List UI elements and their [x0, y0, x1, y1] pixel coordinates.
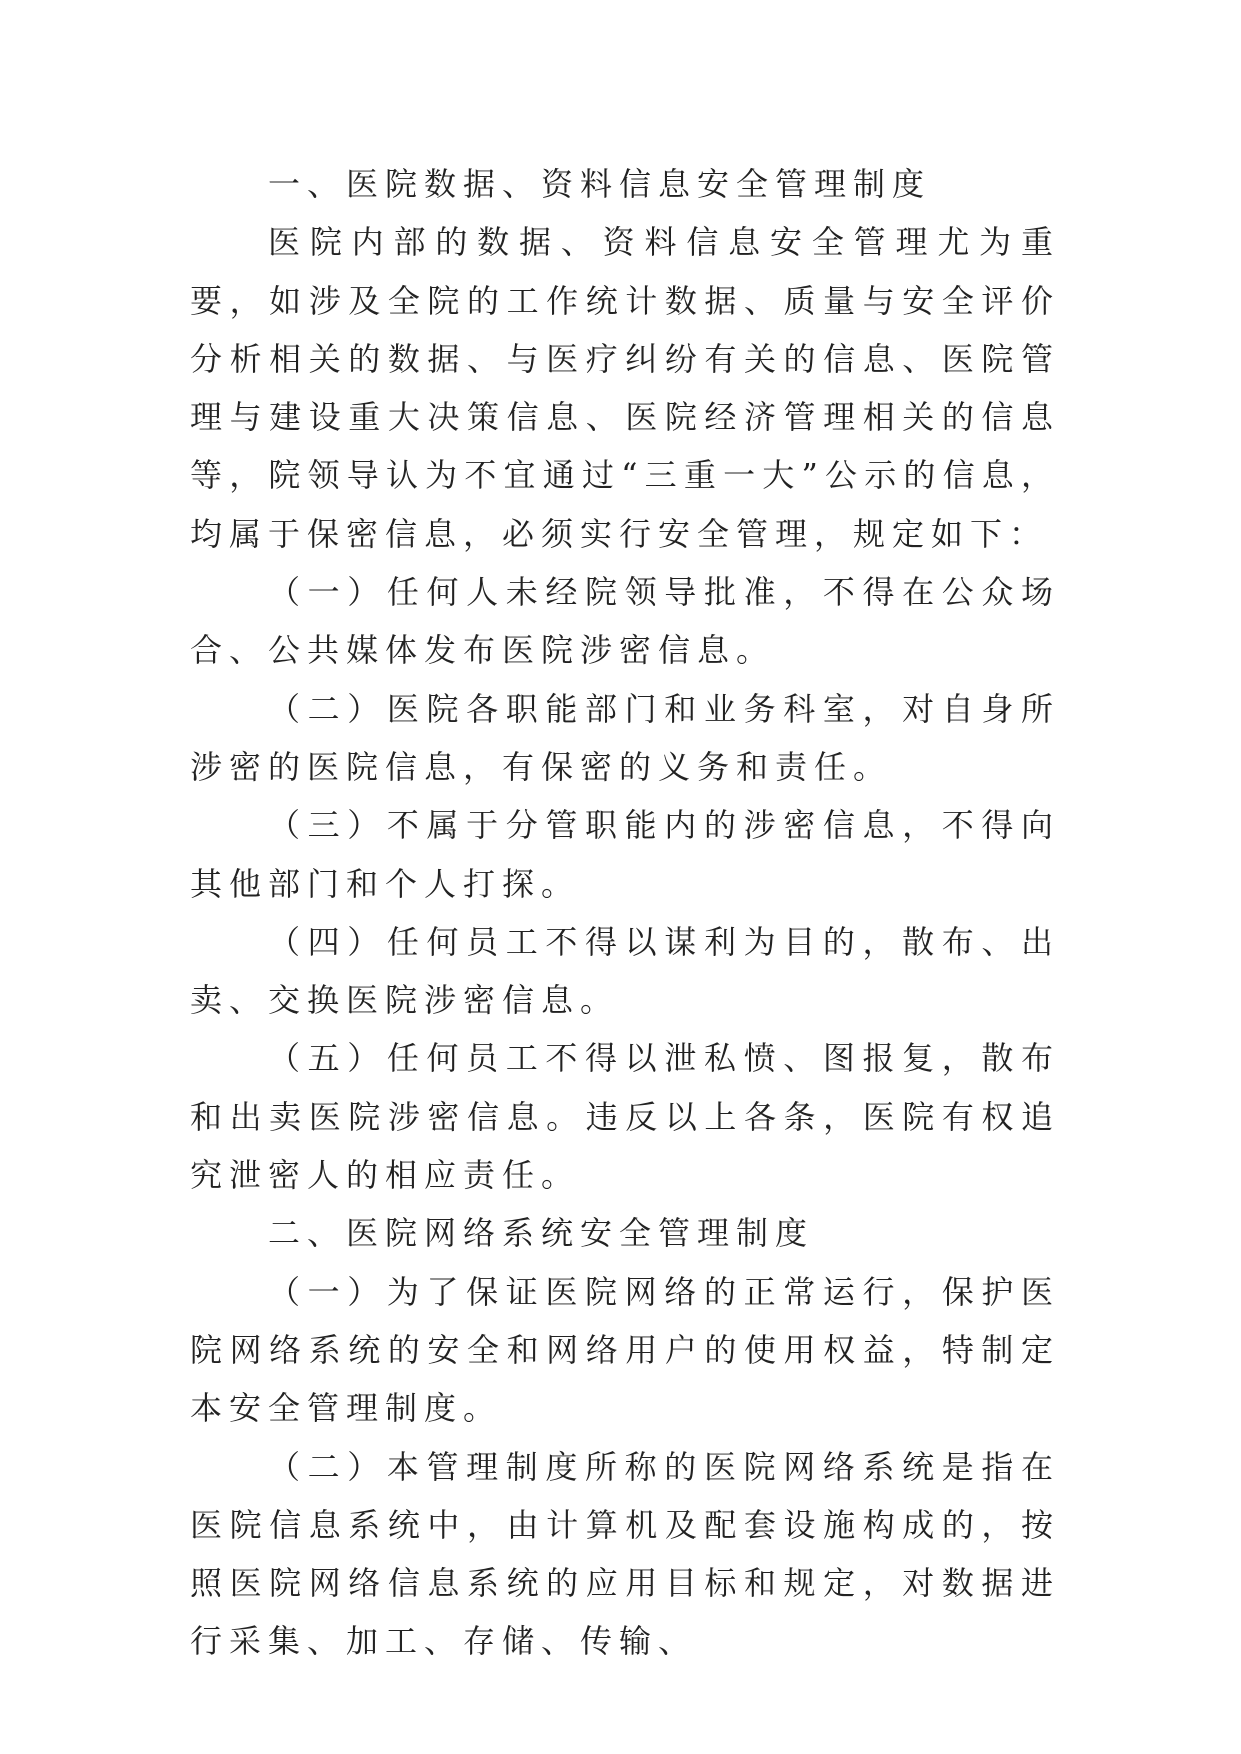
clause-3: （三）不属于分管职能内的涉密信息，不得向其他部门和个人打探。: [190, 806, 1060, 903]
clause-1: （一）任何人未经院领导批准，不得在公众场合、公共媒体发布医院涉密信息。: [190, 573, 1060, 670]
network-clause-2: （二）本管理制度所称的医院网络系统是指在医院信息系统中，由计算机及配套设施构成的，按照医院网络信息系统的应用目标和规定，对数据进行采集、加工、存储、传输、: [190, 1447, 1060, 1661]
section-heading-2: 二、医院网络系统安全管理制度: [268, 1214, 815, 1253]
clause-5: （五）任何员工不得以泄私愤、图报复，散布和出卖医院涉密信息。违反以上各条，医院有权追究泄密人的相应责任。: [190, 1039, 1060, 1195]
network-clause-1: （一）为了保证医院网络的正常运行，保护医院网络系统的安全和网络用户的使用权益，特制定本安全管理制度。: [190, 1272, 1060, 1428]
paragraph-intro: 医院内部的数据、资料信息安全管理尤为重要，如涉及全院的工作统计数据、质量与安全评价分析相关的数据、与医疗纠纷有关的信息、医院管理与建设重大决策信息、医院经济管理相关的信息等，院领导认为不宜通过“三重一大”公示的信息，均属于保密信息，必须实行安全管理，规定如下：: [190, 223, 1060, 553]
document-body: [190, 155, 1060, 1671]
section-heading-1: 一、医院数据、资料信息安全管理制度: [268, 165, 932, 203]
clause-4: （四）任何员工不得以谋利为目的，散布、出卖、交换医院涉密信息。: [190, 922, 1060, 1020]
clause-2: （二）医院各职能部门和业务科室，对自身所涉密的医院信息，有保密的义务和责任。: [190, 689, 1060, 786]
